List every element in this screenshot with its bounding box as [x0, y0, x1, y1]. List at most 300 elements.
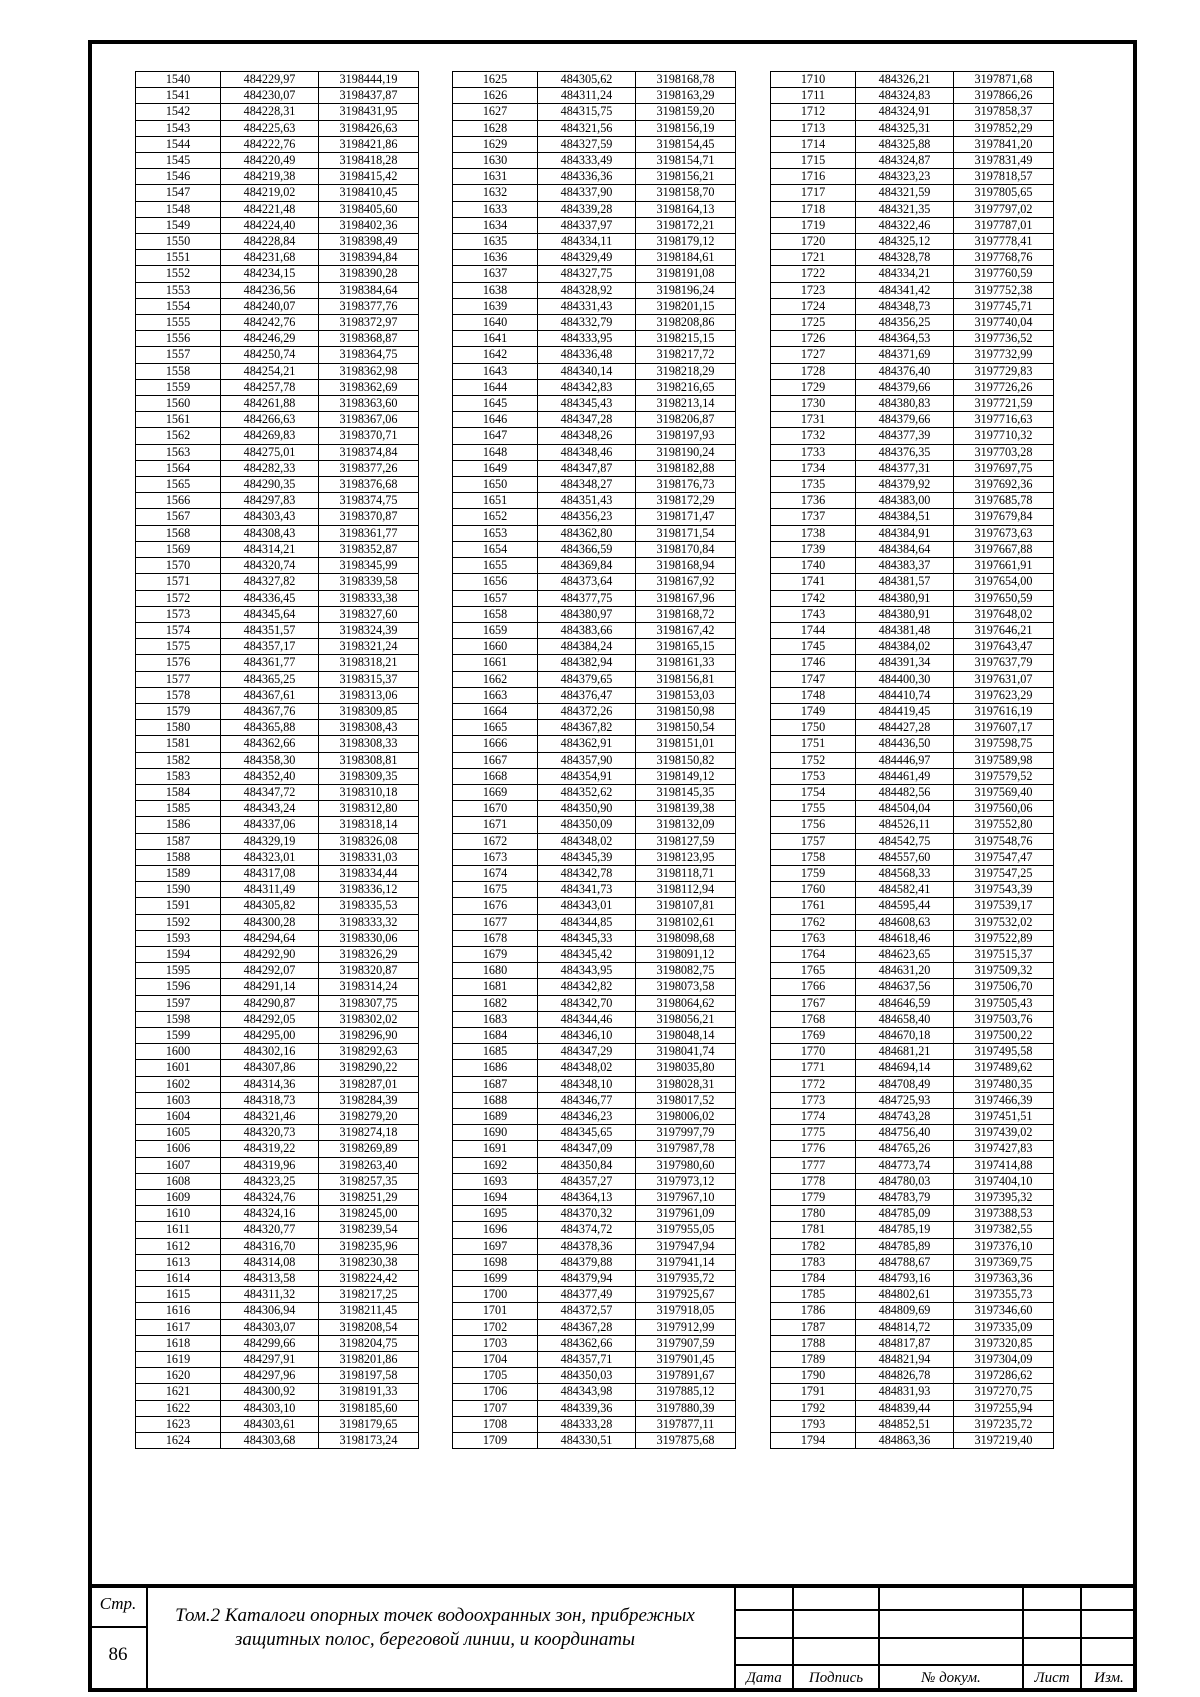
x-coordinate-cell: 484809,69 [856, 1303, 954, 1319]
y-coordinate-cell: 3197503,76 [954, 1011, 1054, 1027]
table-row [136, 217, 419, 233]
y-coordinate-cell: 3197818,57 [954, 169, 1054, 185]
table-row [771, 428, 1054, 444]
table-row [136, 331, 419, 347]
x-coordinate-cell: 484379,66 [856, 379, 954, 395]
point-number-cell: 1638 [453, 282, 538, 298]
x-coordinate-cell: 484324,91 [856, 104, 954, 120]
point-number-cell: 1663 [453, 687, 538, 703]
x-coordinate-cell: 484377,39 [856, 428, 954, 444]
point-number-cell: 1667 [453, 752, 538, 768]
x-coordinate-cell: 484364,53 [856, 331, 954, 347]
x-coordinate-cell: 484357,17 [221, 639, 319, 655]
y-coordinate-cell: 3197560,06 [954, 801, 1054, 817]
y-coordinate-cell: 3198158,70 [636, 185, 736, 201]
point-number-cell: 1671 [453, 817, 538, 833]
table-row [453, 801, 736, 817]
table-row [136, 234, 419, 250]
point-number-cell: 1584 [136, 784, 221, 800]
table-row [453, 817, 736, 833]
point-number-cell: 1730 [771, 396, 856, 412]
x-coordinate-cell: 484342,82 [538, 979, 636, 995]
x-coordinate-cell: 484303,68 [221, 1433, 319, 1449]
x-coordinate-cell: 484344,46 [538, 1011, 636, 1027]
point-number-cell: 1555 [136, 315, 221, 331]
table-row [136, 639, 419, 655]
y-coordinate-cell: 3198156,19 [636, 120, 736, 136]
table-row [136, 574, 419, 590]
point-number-cell: 1636 [453, 250, 538, 266]
x-coordinate-cell: 484228,31 [221, 104, 319, 120]
point-number-cell: 1560 [136, 396, 221, 412]
y-coordinate-cell: 3198191,08 [636, 266, 736, 282]
table-row [771, 185, 1054, 201]
x-coordinate-cell: 484321,35 [856, 201, 954, 217]
table-row [771, 298, 1054, 314]
y-coordinate-cell: 3198335,53 [319, 898, 419, 914]
y-coordinate-cell: 3197404,10 [954, 1173, 1054, 1189]
y-coordinate-cell: 3197778,41 [954, 234, 1054, 250]
table-row [771, 590, 1054, 606]
point-number-cell: 1756 [771, 817, 856, 833]
sheet-label: Лист [1034, 1670, 1070, 1686]
point-number-cell: 1617 [136, 1319, 221, 1335]
x-coordinate-cell: 484839,44 [856, 1400, 954, 1416]
y-coordinate-cell: 3197685,78 [954, 493, 1054, 509]
point-number-cell: 1563 [136, 444, 221, 460]
x-coordinate-cell: 484333,49 [538, 153, 636, 169]
y-coordinate-cell: 3198073,58 [636, 979, 736, 995]
point-number-cell: 1726 [771, 331, 856, 347]
x-coordinate-cell: 484228,84 [221, 234, 319, 250]
y-coordinate-cell: 3198211,45 [319, 1303, 419, 1319]
point-number-cell: 1629 [453, 136, 538, 152]
point-number-cell: 1624 [136, 1433, 221, 1449]
x-coordinate-cell: 484348,46 [538, 444, 636, 460]
table-row [771, 396, 1054, 412]
point-number-cell: 1779 [771, 1190, 856, 1206]
y-coordinate-cell: 3197439,02 [954, 1125, 1054, 1141]
x-coordinate-cell: 484436,50 [856, 736, 954, 752]
point-number-cell: 1753 [771, 768, 856, 784]
y-coordinate-cell: 3198201,15 [636, 298, 736, 314]
table-row [771, 914, 1054, 930]
table-row [771, 898, 1054, 914]
point-number-cell: 1597 [136, 995, 221, 1011]
y-coordinate-cell: 3198215,15 [636, 331, 736, 347]
point-number-cell: 1666 [453, 736, 538, 752]
y-coordinate-cell: 3198028,31 [636, 1076, 736, 1092]
x-coordinate-cell: 484631,20 [856, 963, 954, 979]
x-coordinate-cell: 484382,94 [538, 655, 636, 671]
table-row [771, 784, 1054, 800]
point-number-cell: 1564 [136, 460, 221, 476]
table-row [453, 1141, 736, 1157]
y-coordinate-cell: 3197891,67 [636, 1368, 736, 1384]
y-coordinate-cell: 3198176,73 [636, 477, 736, 493]
y-coordinate-cell: 3198318,14 [319, 817, 419, 833]
y-coordinate-cell: 3198118,71 [636, 865, 736, 881]
y-coordinate-cell: 3198164,13 [636, 201, 736, 217]
y-coordinate-cell: 3198367,06 [319, 412, 419, 428]
y-coordinate-cell: 3198216,65 [636, 379, 736, 395]
table-row [136, 1303, 419, 1319]
table-row [771, 509, 1054, 525]
table-row [771, 88, 1054, 104]
x-coordinate-cell: 484446,97 [856, 752, 954, 768]
point-number-cell: 1605 [136, 1125, 221, 1141]
point-number-cell: 1790 [771, 1368, 856, 1384]
table-row [771, 1125, 1054, 1141]
point-number-cell: 1581 [136, 736, 221, 752]
x-coordinate-cell: 484236,56 [221, 282, 319, 298]
x-coordinate-cell: 484419,45 [856, 703, 954, 719]
point-number-cell: 1573 [136, 606, 221, 622]
x-coordinate-cell: 484384,51 [856, 509, 954, 525]
y-coordinate-cell: 3198165,15 [636, 639, 736, 655]
y-coordinate-cell: 3197661,91 [954, 558, 1054, 574]
point-number-cell: 1612 [136, 1238, 221, 1254]
y-coordinate-cell: 3197346,60 [954, 1303, 1054, 1319]
point-number-cell: 1674 [453, 865, 538, 881]
x-coordinate-cell: 484623,65 [856, 946, 954, 962]
y-coordinate-cell: 3197752,38 [954, 282, 1054, 298]
table-row [453, 1157, 736, 1173]
y-coordinate-cell: 3198190,24 [636, 444, 736, 460]
x-coordinate-cell: 484342,83 [538, 379, 636, 395]
y-coordinate-cell: 3198377,26 [319, 460, 419, 476]
y-coordinate-cell: 3197304,09 [954, 1352, 1054, 1368]
x-coordinate-cell: 484311,24 [538, 88, 636, 104]
y-coordinate-cell: 3197710,32 [954, 428, 1054, 444]
table-row [453, 347, 736, 363]
y-coordinate-cell: 3197646,21 [954, 622, 1054, 638]
y-coordinate-cell: 3197643,47 [954, 639, 1054, 655]
table-row [136, 1076, 419, 1092]
point-number-cell: 1731 [771, 412, 856, 428]
point-number-cell: 1556 [136, 331, 221, 347]
x-coordinate-cell: 484230,07 [221, 88, 319, 104]
table-row [453, 331, 736, 347]
x-coordinate-cell: 484320,77 [221, 1222, 319, 1238]
x-coordinate-cell: 484367,61 [221, 687, 319, 703]
y-coordinate-cell: 3197335,09 [954, 1319, 1054, 1335]
y-coordinate-cell: 3197515,37 [954, 946, 1054, 962]
x-coordinate-cell: 484379,65 [538, 671, 636, 687]
point-number-cell: 1734 [771, 460, 856, 476]
x-coordinate-cell: 484300,28 [221, 914, 319, 930]
table-row [136, 1011, 419, 1027]
point-number-cell: 1632 [453, 185, 538, 201]
y-coordinate-cell: 3197539,17 [954, 898, 1054, 914]
point-number-cell: 1580 [136, 720, 221, 736]
point-number-cell: 1683 [453, 1011, 538, 1027]
x-coordinate-cell: 484354,91 [538, 768, 636, 784]
point-number-cell: 1773 [771, 1092, 856, 1108]
table-row [453, 1109, 736, 1125]
point-number-cell: 1687 [453, 1076, 538, 1092]
y-coordinate-cell: 3198123,95 [636, 849, 736, 865]
x-coordinate-cell: 484320,74 [221, 558, 319, 574]
table-row [453, 234, 736, 250]
point-number-cell: 1793 [771, 1416, 856, 1432]
y-coordinate-cell: 3197768,76 [954, 250, 1054, 266]
x-coordinate-cell: 484504,04 [856, 801, 954, 817]
point-number-cell: 1676 [453, 898, 538, 914]
x-coordinate-cell: 484343,98 [538, 1384, 636, 1400]
x-coordinate-cell: 484305,62 [538, 72, 636, 88]
y-coordinate-cell: 3197543,39 [954, 882, 1054, 898]
y-coordinate-cell: 3198352,87 [319, 541, 419, 557]
table-row [771, 136, 1054, 152]
x-coordinate-cell: 484802,61 [856, 1287, 954, 1303]
y-coordinate-cell: 3198127,59 [636, 833, 736, 849]
point-number-cell: 1733 [771, 444, 856, 460]
table-row [453, 250, 736, 266]
table-row [771, 1109, 1054, 1125]
x-coordinate-cell: 484367,76 [221, 703, 319, 719]
y-coordinate-cell: 3198172,29 [636, 493, 736, 509]
x-coordinate-cell: 484313,58 [221, 1271, 319, 1287]
y-coordinate-cell: 3197841,20 [954, 136, 1054, 152]
table-row [136, 1060, 419, 1076]
table-row [136, 185, 419, 201]
table-row [453, 1271, 736, 1287]
point-number-cell: 1792 [771, 1400, 856, 1416]
table-row [453, 509, 736, 525]
table-row [136, 1238, 419, 1254]
table-row [771, 720, 1054, 736]
x-coordinate-cell: 484381,57 [856, 574, 954, 590]
x-coordinate-cell: 484725,93 [856, 1092, 954, 1108]
table-row [136, 1433, 419, 1449]
point-number-cell: 1608 [136, 1173, 221, 1189]
x-coordinate-cell: 484254,21 [221, 363, 319, 379]
table-row [136, 1190, 419, 1206]
point-number-cell: 1579 [136, 703, 221, 719]
point-number-cell: 1686 [453, 1060, 538, 1076]
coordinates-table-3 [770, 71, 1054, 1449]
x-coordinate-cell: 484339,36 [538, 1400, 636, 1416]
x-coordinate-cell: 484379,88 [538, 1254, 636, 1270]
table-row [771, 606, 1054, 622]
y-coordinate-cell: 3197980,60 [636, 1157, 736, 1173]
y-coordinate-cell: 3198245,00 [319, 1206, 419, 1222]
y-coordinate-cell: 3198139,38 [636, 801, 736, 817]
y-coordinate-cell: 3198179,12 [636, 234, 736, 250]
x-coordinate-cell: 484356,25 [856, 315, 954, 331]
table-row [453, 477, 736, 493]
y-coordinate-cell: 3197388,53 [954, 1206, 1054, 1222]
table-row [771, 347, 1054, 363]
y-coordinate-cell: 3198213,14 [636, 396, 736, 412]
x-coordinate-cell: 484327,82 [221, 574, 319, 590]
table-row [771, 946, 1054, 962]
table-row [771, 282, 1054, 298]
table-row [136, 1222, 419, 1238]
x-coordinate-cell: 484595,44 [856, 898, 954, 914]
x-coordinate-cell: 484852,51 [856, 1416, 954, 1432]
y-coordinate-cell: 3198290,22 [319, 1060, 419, 1076]
table-row [453, 217, 736, 233]
x-coordinate-cell: 484314,36 [221, 1076, 319, 1092]
x-coordinate-cell: 484290,35 [221, 477, 319, 493]
table-row [136, 1335, 419, 1351]
table-row [136, 622, 419, 638]
table-row [453, 963, 736, 979]
y-coordinate-cell: 3197967,10 [636, 1190, 736, 1206]
table-row [453, 120, 736, 136]
point-number-cell: 1604 [136, 1109, 221, 1125]
table-row [771, 460, 1054, 476]
y-coordinate-cell: 3198091,12 [636, 946, 736, 962]
y-coordinate-cell: 3198370,71 [319, 428, 419, 444]
y-coordinate-cell: 3198309,85 [319, 703, 419, 719]
y-coordinate-cell: 3197877,11 [636, 1416, 736, 1432]
y-coordinate-cell: 3197987,78 [636, 1141, 736, 1157]
point-number-cell: 1549 [136, 217, 221, 233]
x-coordinate-cell: 484765,26 [856, 1141, 954, 1157]
x-coordinate-cell: 484346,77 [538, 1092, 636, 1108]
point-number-cell: 1621 [136, 1384, 221, 1400]
page-number: 86 [108, 1644, 128, 1665]
table-row [136, 606, 419, 622]
point-number-cell: 1618 [136, 1335, 221, 1351]
x-coordinate-cell: 484773,74 [856, 1157, 954, 1173]
table-row [136, 266, 419, 282]
y-coordinate-cell: 3198320,87 [319, 963, 419, 979]
y-coordinate-cell: 3197648,02 [954, 606, 1054, 622]
point-number-cell: 1550 [136, 234, 221, 250]
point-number-cell: 1569 [136, 541, 221, 557]
x-coordinate-cell: 484367,28 [538, 1319, 636, 1335]
point-number-cell: 1616 [136, 1303, 221, 1319]
point-number-cell: 1590 [136, 882, 221, 898]
table-row [453, 622, 736, 638]
table-row [136, 1368, 419, 1384]
point-number-cell: 1598 [136, 1011, 221, 1027]
table-row [136, 655, 419, 671]
table-row [136, 120, 419, 136]
x-coordinate-cell: 484365,25 [221, 671, 319, 687]
point-number-cell: 1577 [136, 671, 221, 687]
y-coordinate-cell: 3197451,51 [954, 1109, 1054, 1125]
point-number-cell: 1724 [771, 298, 856, 314]
x-coordinate-cell: 484618,46 [856, 930, 954, 946]
point-number-cell: 1640 [453, 315, 538, 331]
x-coordinate-cell: 484328,92 [538, 282, 636, 298]
x-coordinate-cell: 484743,28 [856, 1109, 954, 1125]
y-coordinate-cell: 3197607,17 [954, 720, 1054, 736]
table-row [453, 363, 736, 379]
point-number-cell: 1596 [136, 979, 221, 995]
point-number-cell: 1713 [771, 120, 856, 136]
y-coordinate-cell: 3198313,06 [319, 687, 419, 703]
table-row [771, 817, 1054, 833]
point-number-cell: 1752 [771, 752, 856, 768]
table-row [771, 1060, 1054, 1076]
point-number-cell: 1714 [771, 136, 856, 152]
y-coordinate-cell: 3198308,81 [319, 752, 419, 768]
y-coordinate-cell: 3197726,26 [954, 379, 1054, 395]
point-number-cell: 1698 [453, 1254, 538, 1270]
x-coordinate-cell: 484314,08 [221, 1254, 319, 1270]
y-coordinate-cell: 3198167,96 [636, 590, 736, 606]
table-row [771, 963, 1054, 979]
y-coordinate-cell: 3198336,12 [319, 882, 419, 898]
table-row [771, 444, 1054, 460]
table-row [771, 1027, 1054, 1043]
point-number-cell: 1540 [136, 72, 221, 88]
y-coordinate-cell: 3197505,43 [954, 995, 1054, 1011]
x-coordinate-cell: 484756,40 [856, 1125, 954, 1141]
table-row [136, 1287, 419, 1303]
y-coordinate-cell: 3197255,94 [954, 1400, 1054, 1416]
y-coordinate-cell: 3198179,65 [319, 1416, 419, 1432]
table-row [136, 703, 419, 719]
x-coordinate-cell: 484321,46 [221, 1109, 319, 1125]
y-coordinate-cell: 3198048,14 [636, 1027, 736, 1043]
y-coordinate-cell: 3197721,59 [954, 396, 1054, 412]
x-coordinate-cell: 484350,84 [538, 1157, 636, 1173]
y-coordinate-cell: 3198171,47 [636, 509, 736, 525]
x-coordinate-cell: 484376,47 [538, 687, 636, 703]
table-row [136, 817, 419, 833]
change-label: Изм. [1094, 1670, 1124, 1686]
y-coordinate-cell: 3198159,20 [636, 104, 736, 120]
table-row [136, 1092, 419, 1108]
y-coordinate-cell: 3197522,89 [954, 930, 1054, 946]
table-row [136, 558, 419, 574]
table-row [771, 1076, 1054, 1092]
table-row [453, 282, 736, 298]
point-number-cell: 1785 [771, 1287, 856, 1303]
table-row [771, 687, 1054, 703]
y-coordinate-cell: 3198312,80 [319, 801, 419, 817]
point-number-cell: 1653 [453, 525, 538, 541]
y-coordinate-cell: 3197852,29 [954, 120, 1054, 136]
point-number-cell: 1739 [771, 541, 856, 557]
table-row [136, 315, 419, 331]
x-coordinate-cell: 484261,88 [221, 396, 319, 412]
x-coordinate-cell: 484311,32 [221, 1287, 319, 1303]
point-number-cell: 1657 [453, 590, 538, 606]
y-coordinate-cell: 3198368,87 [319, 331, 419, 347]
y-coordinate-cell: 3197907,59 [636, 1335, 736, 1351]
point-number-cell: 1708 [453, 1416, 538, 1432]
y-coordinate-cell: 3197858,37 [954, 104, 1054, 120]
point-number-cell: 1551 [136, 250, 221, 266]
point-number-cell: 1648 [453, 444, 538, 460]
y-coordinate-cell: 3198309,35 [319, 768, 419, 784]
point-number-cell: 1767 [771, 995, 856, 1011]
table-row [453, 1319, 736, 1335]
y-coordinate-cell: 3197912,99 [636, 1319, 736, 1335]
table-row [136, 1206, 419, 1222]
y-coordinate-cell: 3198327,60 [319, 606, 419, 622]
x-coordinate-cell: 484821,94 [856, 1352, 954, 1368]
table-row [771, 655, 1054, 671]
point-number-cell: 1725 [771, 315, 856, 331]
table-row [771, 995, 1054, 1011]
table-row [771, 671, 1054, 687]
table-row [453, 104, 736, 120]
table-row [136, 979, 419, 995]
point-number-cell: 1721 [771, 250, 856, 266]
x-coordinate-cell: 484582,41 [856, 882, 954, 898]
y-coordinate-cell: 3197745,71 [954, 298, 1054, 314]
point-number-cell: 1672 [453, 833, 538, 849]
